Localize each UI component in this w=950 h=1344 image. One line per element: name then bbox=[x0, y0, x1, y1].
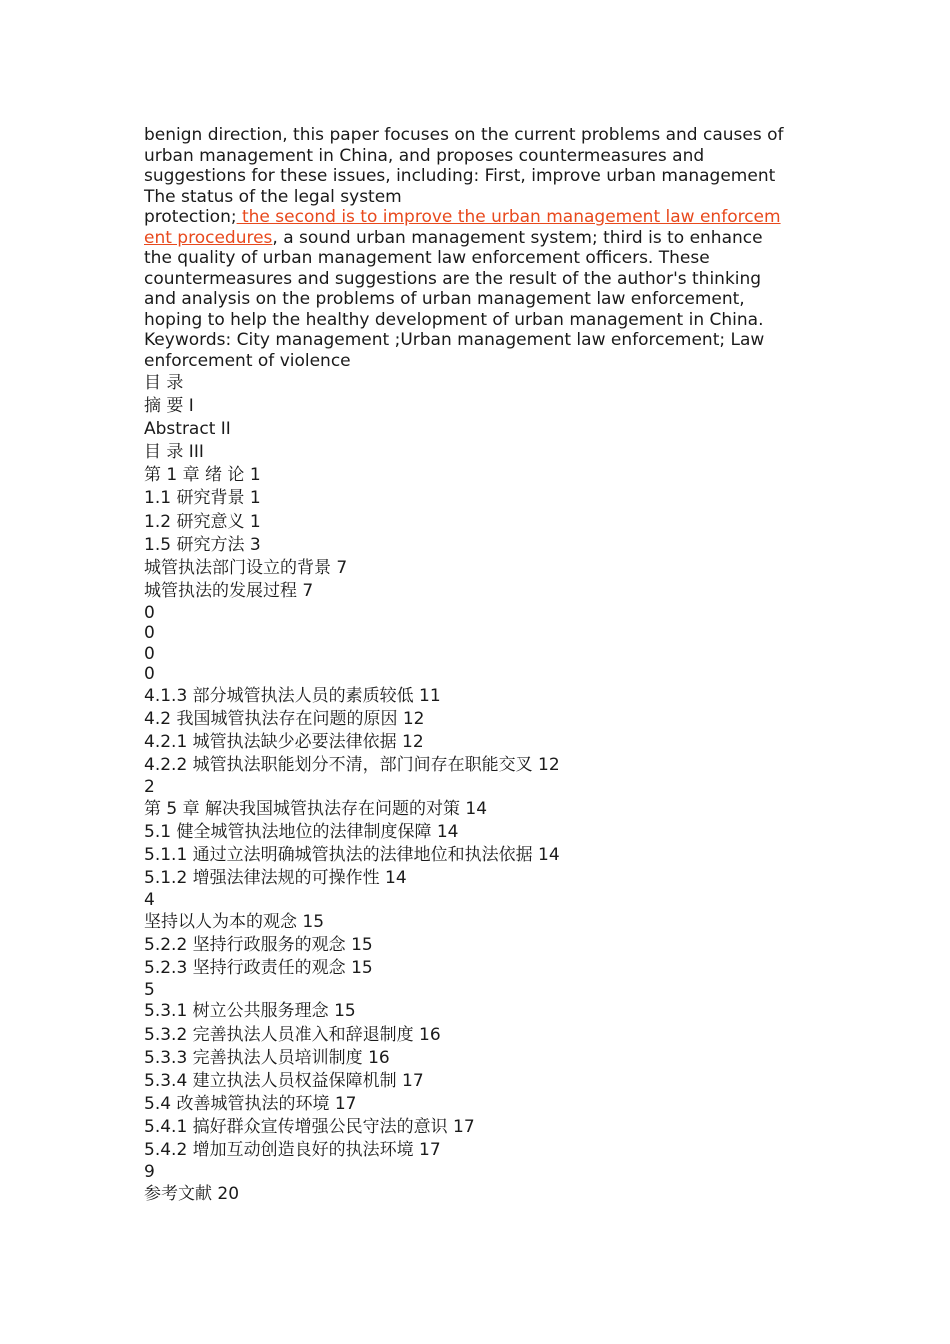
toc-entry: 1.2 研究意义 1 bbox=[144, 511, 261, 532]
abstract-line: The status of the legal system bbox=[144, 186, 402, 207]
abstract-line bbox=[144, 207, 814, 228]
abstract-text: , a sound urban management system; third is to enhance bbox=[272, 227, 763, 248]
toc-entry: 5 bbox=[144, 979, 155, 1000]
toc-entry: 摘 要 I bbox=[144, 396, 194, 417]
toc-entry: Abstract II bbox=[144, 419, 231, 440]
abstract-text: protection; bbox=[144, 207, 237, 227]
toc-entry: 城管执法的发展过程 7 bbox=[144, 580, 314, 601]
toc-entry: 第 5 章 解决我国城管执法存在问题的对策 14 bbox=[144, 798, 488, 819]
toc-entry: 1.5 研究方法 3 bbox=[144, 534, 261, 555]
toc-entry: 5.1.2 增强法律法规的可操作性 14 bbox=[144, 868, 407, 889]
toc-entry: 5.1.1 通过立法明确城管执法的法律地位和执法依据 14 bbox=[144, 845, 560, 865]
abstract-line: urban management in China, and proposes countermeasures and bbox=[144, 145, 705, 166]
toc-entry: 5.4 改善城管执法的环境 17 bbox=[144, 1093, 357, 1114]
toc-entry: 2 bbox=[144, 777, 155, 798]
abstract-line: benign direction, this paper focuses on the current problems and causes of bbox=[144, 125, 784, 145]
toc-entry: 1.1 研究背景 1 bbox=[144, 488, 261, 509]
toc-entry: 4.1.3 部分城管执法人员的素质较低 11 bbox=[144, 685, 441, 706]
toc-entry: 4 bbox=[144, 890, 155, 911]
toc-entry: 5.2.2 坚持行政服务的观念 15 bbox=[144, 934, 373, 955]
document-page bbox=[144, 125, 814, 1206]
abstract-line: and analysis on the problems of urban management law enforcement, bbox=[144, 289, 745, 309]
table-of-contents bbox=[144, 372, 814, 1206]
abstract-link[interactable]: the second is to improve the urban management law enforcem bbox=[236, 207, 781, 227]
abstract-link[interactable]: ent procedures bbox=[144, 227, 273, 248]
abstract-line: countermeasures and suggestions are the result of the author's thinking bbox=[144, 268, 762, 289]
toc-entry: 0 bbox=[144, 664, 155, 685]
keywords-line: enforcement of violence bbox=[144, 350, 351, 371]
toc-entry: 5.1 健全城管执法地位的法律制度保障 14 bbox=[144, 821, 459, 842]
toc-entry: 5.4.1 搞好群众宣传增强公民守法的意识 17 bbox=[144, 1116, 475, 1137]
abstract-paragraph bbox=[144, 125, 814, 371]
toc-entry: 4.2 我国城管执法存在问题的原因 12 bbox=[144, 709, 425, 730]
toc-entry: 城管执法部门设立的背景 7 bbox=[144, 557, 348, 578]
toc-entry: 4.2.2 城管执法职能划分不清，部门间存在职能交叉 12 bbox=[144, 755, 560, 776]
toc-entry: 0 bbox=[144, 623, 155, 644]
toc-entry: 目 录 III bbox=[144, 442, 204, 463]
toc-entry: 0 bbox=[144, 602, 155, 623]
toc-entry: 坚持以人为本的观念 15 bbox=[144, 911, 325, 932]
toc-entry: 0 bbox=[144, 643, 155, 664]
abstract-line bbox=[144, 228, 814, 249]
toc-entry: 参考文献 20 bbox=[144, 1183, 240, 1204]
toc-entry: 5.3.4 建立执法人员权益保障机制 17 bbox=[144, 1070, 424, 1091]
toc-entry: 目 录 bbox=[144, 373, 184, 393]
toc-entry: 5.2.3 坚持行政责任的观念 15 bbox=[144, 957, 373, 978]
abstract-line: the quality of urban management law enforcement officers. These bbox=[144, 248, 710, 268]
keywords-line: Keywords: City management ;Urban management law enforcement; Law bbox=[144, 330, 765, 350]
toc-entry: 5.3.3 完善执法人员培训制度 16 bbox=[144, 1047, 390, 1068]
toc-entry: 5.3.1 树立公共服务理念 15 bbox=[144, 1001, 356, 1022]
toc-entry: 5.4.2 增加互动创造良好的执法环境 17 bbox=[144, 1140, 441, 1161]
abstract-line: suggestions for these issues, including: First, improve urban management bbox=[144, 166, 776, 186]
toc-entry: 5.3.2 完善执法人员准入和辞退制度 16 bbox=[144, 1024, 441, 1045]
abstract-line: hoping to help the healthy development of urban management in China. bbox=[144, 309, 764, 330]
toc-entry: 9 bbox=[144, 1162, 155, 1183]
toc-entry: 第 1 章 绪 论 1 bbox=[144, 465, 261, 486]
toc-entry: 4.2.1 城管执法缺少必要法律依据 12 bbox=[144, 732, 424, 753]
